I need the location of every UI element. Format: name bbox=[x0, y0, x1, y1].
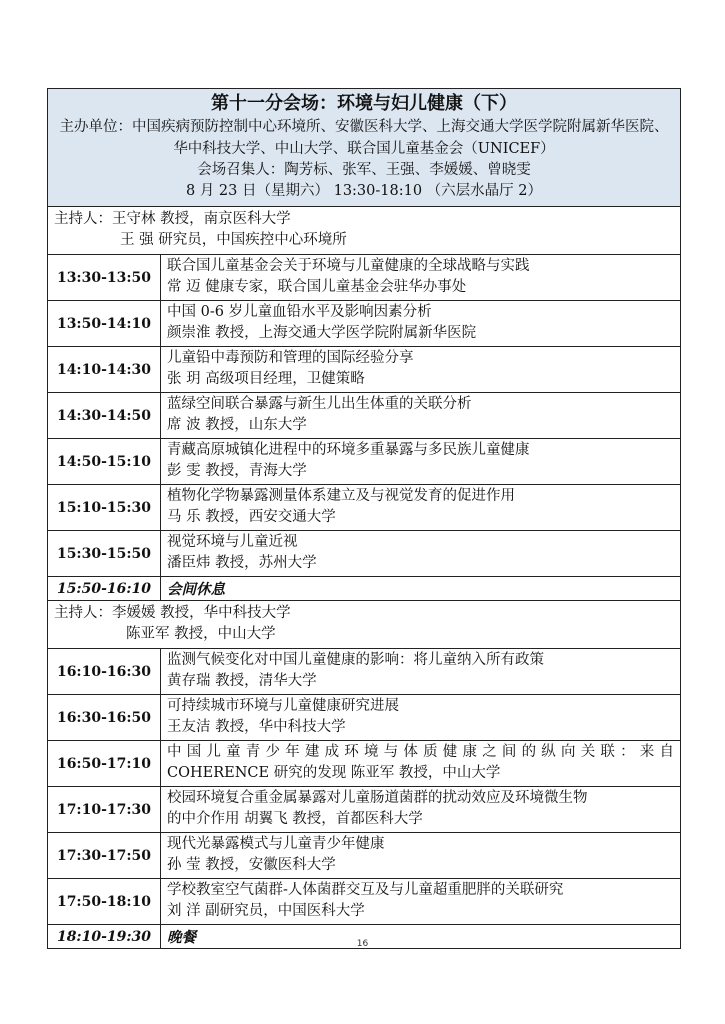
talk-title: 青藏高原城镇化进程中的环境多重暴露与多民族儿童健康 bbox=[167, 442, 530, 458]
talk-cell bbox=[161, 741, 681, 787]
talk-cell bbox=[161, 879, 681, 925]
talk-title: 可持续城市环境与儿童健康研究进展 bbox=[167, 698, 399, 714]
talk-time: 15:10-15:30 bbox=[48, 485, 161, 531]
talk-speaker: 颜崇淮 教授，上海交通大学医学院附属新华医院 bbox=[167, 325, 477, 341]
talk-row bbox=[48, 255, 681, 301]
talk-title: 中国儿童青少年建成环境与体质健康之间的纵向关联：来自 bbox=[167, 744, 674, 760]
talk-speaker: 王友洁 教授，华中科技大学 bbox=[167, 719, 346, 735]
talk-cell bbox=[161, 255, 681, 301]
talk-speaker: 张 玥 高级项目经理，卫健策略 bbox=[167, 371, 365, 387]
talk-time: 14:30-14:50 bbox=[48, 393, 161, 439]
session-header-row bbox=[48, 89, 681, 207]
talk-row bbox=[48, 879, 681, 925]
talk-speaker: 常 迈 健康专家，联合国儿童基金会驻华办事处 bbox=[167, 279, 467, 295]
talk-row bbox=[48, 787, 681, 833]
talk-time: 16:10-16:30 bbox=[48, 649, 161, 695]
talk-title: 植物化学物暴露测量体系建立及与视觉发育的促进作用 bbox=[167, 488, 515, 504]
talk-time: 15:30-15:50 bbox=[48, 531, 161, 577]
talk-time: 17:50-18:10 bbox=[48, 879, 161, 925]
talk-title: 蓝绿空间联合暴露与新生儿出生体重的关联分析 bbox=[167, 396, 472, 412]
talk-cell bbox=[161, 531, 681, 577]
talk-time: 16:50-17:10 bbox=[48, 741, 161, 787]
talk-speaker: 席 波 教授，山东大学 bbox=[167, 417, 307, 433]
talk-speaker: 刘 洋 副研究员，中国医科大学 bbox=[167, 903, 365, 919]
session-organizers: 主办单位：中国疾病预防控制中心环境所、安徽医科大学、上海交通大学医学院附属新华医院、华中科技大学、中山大学、联合国儿童基金会（UNICEF） bbox=[59, 119, 669, 157]
talk-cell bbox=[161, 301, 681, 347]
dinner-time: 18:10-19:30 bbox=[48, 925, 161, 949]
talk-title: 监测气候变化对中国儿童健康的影响：将儿童纳入所有政策 bbox=[167, 652, 544, 668]
talk-title: 儿童铅中毒预防和管理的国际经验分享 bbox=[167, 350, 414, 366]
talk-row bbox=[48, 439, 681, 485]
session-datetime: 8 月 23 日（星期六） 13:30-18:10 （六层水晶厅 2） bbox=[185, 183, 543, 199]
talk-speaker: 孙 莹 教授，安徽医科大学 bbox=[167, 857, 336, 873]
talk-time: 17:10-17:30 bbox=[48, 787, 161, 833]
talk-time: 13:50-14:10 bbox=[48, 301, 161, 347]
break-row bbox=[48, 577, 681, 601]
talk-title: 现代光暴露模式与儿童青少年健康 bbox=[167, 836, 385, 852]
schedule-page bbox=[47, 88, 680, 949]
break-label: 会间休息 bbox=[161, 577, 681, 601]
talk-time: 16:30-16:50 bbox=[48, 695, 161, 741]
talk-row bbox=[48, 833, 681, 879]
talk-row bbox=[48, 649, 681, 695]
talk-row bbox=[48, 531, 681, 577]
dinner-label: 晚餐 bbox=[161, 925, 681, 949]
talk-cell bbox=[161, 787, 681, 833]
schedule-table bbox=[47, 88, 681, 949]
talk-title: 学校教室空气菌群-人体菌群交互及与儿童超重肥胖的关联研究 bbox=[167, 882, 564, 898]
talk-time: 13:30-13:50 bbox=[48, 255, 161, 301]
talk-speaker: COHERENCE 研究的发现 陈亚军 教授，中山大学 bbox=[167, 765, 501, 781]
break-time: 15:50-16:10 bbox=[48, 577, 161, 601]
talk-speaker: 彭 雯 教授，青海大学 bbox=[167, 463, 307, 479]
talk-time: 14:50-15:10 bbox=[48, 439, 161, 485]
talk-row bbox=[48, 301, 681, 347]
talk-speaker: 黄存瑞 教授，清华大学 bbox=[167, 673, 317, 689]
hosts-row-2 bbox=[48, 601, 681, 649]
talk-speaker: 的中介作用 胡翼飞 教授，首都医科大学 bbox=[167, 811, 423, 827]
talk-row bbox=[48, 347, 681, 393]
host-line: 王 强 研究员，中国疾控中心环境所 bbox=[120, 232, 347, 248]
talk-time: 17:30-17:50 bbox=[48, 833, 161, 879]
talk-cell bbox=[161, 695, 681, 741]
talk-cell bbox=[161, 347, 681, 393]
talk-row bbox=[48, 485, 681, 531]
host-line: 陈亚军 教授，中山大学 bbox=[126, 626, 276, 642]
talk-title: 中国 0-6 岁儿童血铅水平及影响因素分析 bbox=[167, 304, 432, 320]
talk-time: 14:10-14:30 bbox=[48, 347, 161, 393]
talk-speaker: 潘臣炜 教授，苏州大学 bbox=[167, 555, 317, 571]
hosts-cell-1 bbox=[48, 207, 681, 255]
talk-cell bbox=[161, 393, 681, 439]
talk-cell bbox=[161, 485, 681, 531]
session-conveners: 会场召集人：陶芳标、张军、王强、李媛媛、曾晓雯 bbox=[197, 162, 531, 178]
host-line: 主持人：李媛媛 教授，华中科技大学 bbox=[54, 605, 291, 621]
talk-title: 视觉环境与儿童近视 bbox=[167, 534, 298, 550]
talk-cell bbox=[161, 833, 681, 879]
talk-row bbox=[48, 695, 681, 741]
hosts-row-1 bbox=[48, 207, 681, 255]
talk-row bbox=[48, 741, 681, 787]
talk-title: 校园环境复合重金属暴露对儿童肠道菌群的扰动效应及环境微生物 bbox=[167, 790, 588, 806]
session-header bbox=[48, 89, 681, 207]
host-line: 主持人：王守林 教授，南京医科大学 bbox=[54, 211, 291, 227]
talk-cell bbox=[161, 649, 681, 695]
hosts-cell-2 bbox=[48, 601, 681, 649]
talk-row bbox=[48, 393, 681, 439]
talk-title: 联合国儿童基金会关于环境与儿童健康的全球战略与实践 bbox=[167, 258, 530, 274]
talk-cell bbox=[161, 439, 681, 485]
session-title: 第十一分会场：环境与妇儿健康（下） bbox=[211, 93, 517, 114]
talk-speaker: 马 乐 教授，西安交通大学 bbox=[167, 509, 336, 525]
page-number: 16 bbox=[356, 939, 369, 949]
